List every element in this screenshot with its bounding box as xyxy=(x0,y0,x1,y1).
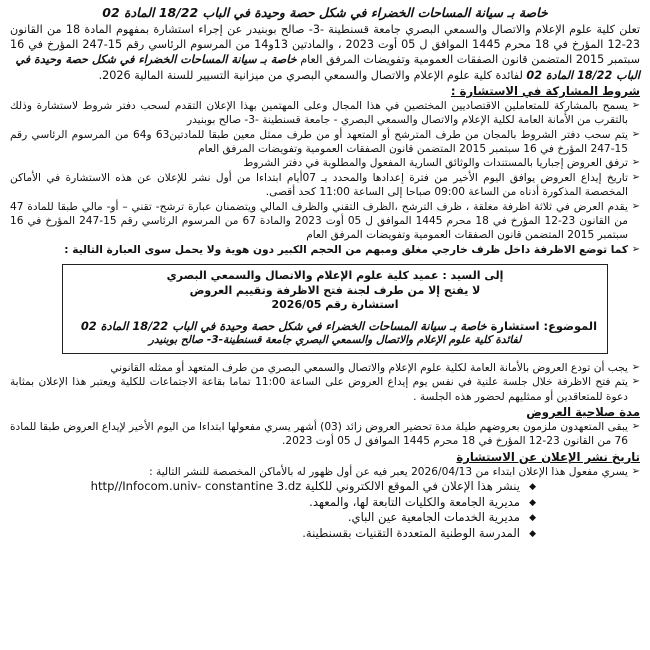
list-item: ◆ المدرسة الوطنية المتعددة التقنيات بقسنطينة. xyxy=(10,526,536,542)
publication-places-list xyxy=(10,479,640,541)
list-item: ➢ يسري مفعول هذا الإعلان ابتداء من 2026/04/13 يعبر فيه عن أول ظهور له بالأماكن المخصصة للنشر التالية : xyxy=(149,465,640,478)
list-item: ➢ كما توضع الاظرفة داخل ظرف خارجي مغلق ومبهم من الحجم الكبير دون هوية ولا يحمل سوى العبارة التالية : xyxy=(64,243,640,256)
participation-conditions-list xyxy=(10,99,640,257)
intro-chapter-bold: الباب 18/22 المادة 02 xyxy=(526,68,640,82)
list-item: ➢ يتم فتح الاظرفة خلال جلسة علنية في نفس يوم إيداع العروض على الساعة 11:00 تماما بقاعة الاجتماعات للكلية ويعتبر هذا الإعلان بمثابة دعوة للمتعاقدين أو ممثليهم لحضور هذه الجلسة . xyxy=(10,376,640,403)
list-item: ➢ تاريخ إيداع العروض يوافق اليوم الأخير من فترة إعدادها والمحدد بـ 07أيام ابتداءا من أول نشر للإعلان عن هذه الاستشارة في الأماكن المخصصة المذكورة أدناه من الساعة 09:00 صباحا إلى الساعة 11:00 كحد أقصى. xyxy=(10,171,640,199)
bullet-icon: ➢ xyxy=(631,376,640,388)
list-item: ➢ يتم سحب دفتر الشروط بالمجان من طرف المترشح أو المتعهد أو من طرف ممثل معين طبقا للمادتين63 و64 من المرسوم الرئاسي رقم 15-247 المؤرخ في 16 سبتمبر 2015 المتضمن قانون الصفقات العمومية وتفويضات المرفق العام xyxy=(10,128,640,156)
publication-list xyxy=(10,465,640,479)
envelope-subject-text: خاصة بـ سيانة المساحات الخضراء في شكل حصة وحيدة في الباب 18/22 المادة 02 xyxy=(80,318,487,333)
list-item: ➢ يجب أن تودع العروض بالأمانة العامة لكلية علوم الإعلام والاتصال والسمعي البصري من طرف المتعهد أو ممثله القانوني xyxy=(110,361,640,374)
bullet-icon: ➢ xyxy=(631,128,640,140)
bullet-icon: ➢ xyxy=(631,200,640,212)
intro-paragraph xyxy=(10,22,640,68)
envelope-addressee: إلى السيد : عميد كلية علوم الإعلام والاتصال والسمعي البصري xyxy=(166,269,504,283)
bullet-icon: ➢ xyxy=(631,243,640,255)
bullet-icon: ➢ xyxy=(631,421,640,432)
notice-title-line: خاصة بـ سيانة المساحات الخضراء في شكل حصة وحيدة في الباب 18/22 المادة 02 xyxy=(102,5,548,20)
envelope-beneficiary: لفائدة كلية علوم الإعلام والاتصال والسمعي البصري جامعة قسنطينة-3- صالح بوبنيدر xyxy=(148,334,522,347)
validity-list xyxy=(10,420,640,449)
bullet-icon: ➢ xyxy=(631,171,640,183)
intro-paragraph-2 xyxy=(10,68,640,83)
deposit-list xyxy=(10,361,640,404)
list-item: ➢ يبقى المتعهدون ملزمون بعروضهم طيلة مدة تحضير العروض زائد (03) أشهر يسري مفعولها ابتداءا من اليوم الأخير لإيداع العروض طبقا للمادة 76 من القانون 23-12 المؤرخ في 18 محرم 1445 الموافق ل 05 أوت 2023. xyxy=(10,421,640,448)
publication-title: تاريخ نشر الإعلان عن الاستشارة xyxy=(456,449,640,464)
envelope-subject xyxy=(73,319,597,334)
diamond-bullet-icon: ◆ xyxy=(529,513,536,524)
intro-text: تعلن كلية علوم الإعلام والاتصال والسمعي البصري جامعة قسنطينة -3- صالح بوبنيدر عن إجراء استشارة بمفهوم المادة 18 من القانون 23-12 المؤرخ في 18 محرم 1445 الموافق ل 05 أوت 2023 ، والمادتين 13و14 من المرسوم الرئاسي رقم 15-247 المؤرخ في 16 سبتمبر 2015 المتضمن قانون الصفقات العمومية وتفويضات المرفق العام xyxy=(10,23,640,67)
diamond-bullet-icon: ◆ xyxy=(529,497,536,508)
participation-conditions-title: شروط المشاركة في الاستشارة : xyxy=(450,83,640,98)
intro-subject-bold: خاصة بـ سيانة المساحات الخضراء في شكل حصة وحيدة في xyxy=(15,53,297,67)
bullet-icon: ➢ xyxy=(631,361,640,373)
bullet-icon: ➢ xyxy=(631,99,640,111)
list-item: ◆ مديرية الجامعة والكليات التابعة لها، والمعهد. xyxy=(10,495,536,511)
list-item: ◆ ينشر هذا الإعلان في الموقع الالكتروني للكلية http//Infocom.univ- constantine 3.dz xyxy=(10,479,536,495)
faculty-website-url: http//Infocom.univ- constantine 3.dz xyxy=(90,479,302,494)
list-item: ➢ يقدم العرض في ثلاثة اظرفة مغلقة ، ظرف الترشح ،الظرف التقني والظرف المالي ويتضمنان عبارة ترشح- تقني – أو- مالي طبقا للمادة 47 من القانون 23-12 المؤرخ في 18 محرم 1445 الموافق ل 05 أوت 2023 والمادة 67 من المرسوم الرئاسي رقم 15-247 المؤرخ في 16 سبتمبر 2015 المتضمن قانون الصفقات العمومية وتفويضات المرفق العام xyxy=(10,200,640,242)
envelope-subject-label: الموضوع: استشارة xyxy=(490,318,597,333)
diamond-bullet-icon: ◆ xyxy=(529,529,536,539)
diamond-bullet-icon: ◆ xyxy=(529,482,536,493)
list-item: ➢ يسمح بالمشاركة للمتعاملين الاقتصاديين المختصين في هذا المجال وعلى المهتمين بهذا الإعلان التقدم لسحب دفتر شروط لاستشارة وذلك بالتقرب من الأمانة العامة لكلية الإعلام والاتصال والسمعي البصري - جامعة قسنطينة -3- صالح بوبنيدر xyxy=(10,99,640,127)
list-item: ➢ ترفق العروض إجباريا بالمستندات والوثائق السارية المفعول والمطلوبة في دفتر الشروط xyxy=(243,157,640,170)
bullet-icon: ➢ xyxy=(631,465,640,477)
list-item: ◆ مديرية الخدمات الجامعية عين الباي. xyxy=(10,510,536,526)
intro-budget-text: لفائدة كلية علوم الإعلام والاتصال والسمعي البصري من ميزانية التسيير للسنة المالية 2026. xyxy=(98,68,523,82)
envelope-open-notice: لا يفتح إلا من طرف لجنة فتح الاظرفة وتقييم العروض xyxy=(189,283,481,297)
bullet-icon: ➢ xyxy=(631,157,640,169)
envelope-label-box xyxy=(62,264,608,354)
validity-title: مدة صلاحية العروض xyxy=(526,405,640,419)
envelope-consultation-number: استشارة رقم 2026/05 xyxy=(271,298,399,312)
